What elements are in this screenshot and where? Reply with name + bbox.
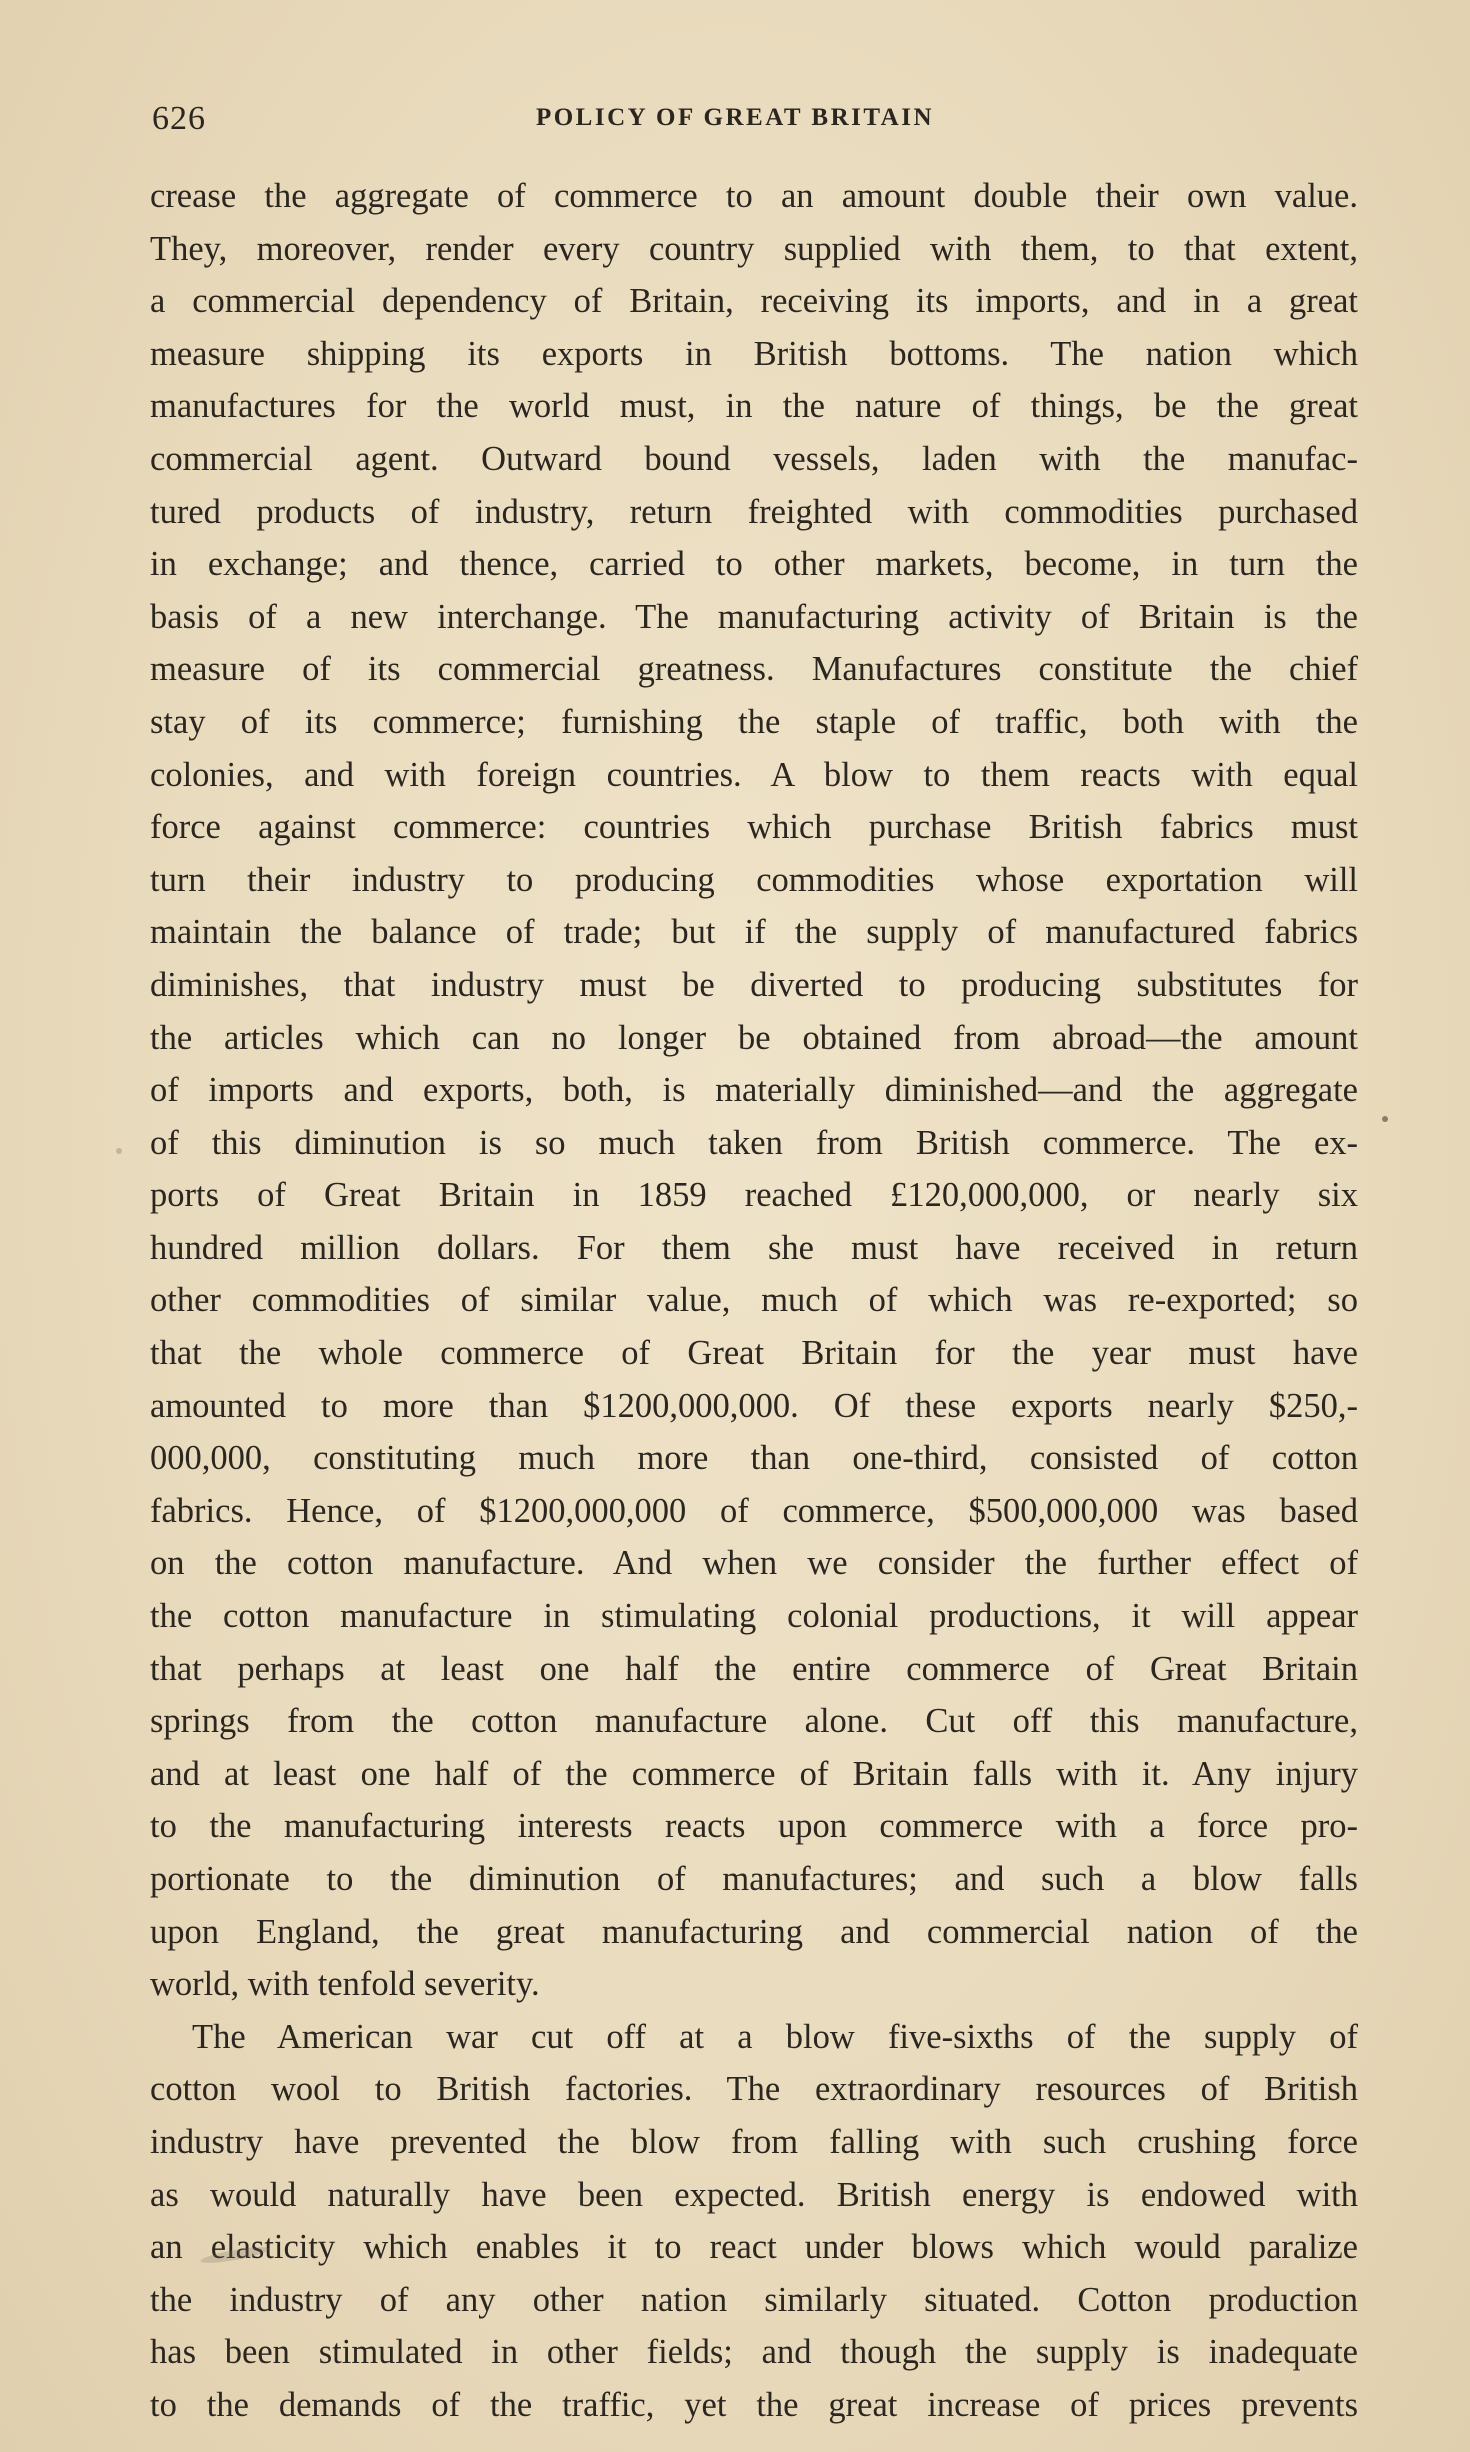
text-line: upon England, the great manufacturing and commercial nation of the bbox=[150, 1912, 1358, 1951]
text-line: a commercial dependency of Britain, receiving its imports, and in a great bbox=[150, 282, 1358, 321]
text-line: turn their industry to producing commodities whose exportation will bbox=[150, 860, 1358, 899]
text-line: of imports and exports, both, is materially diminished—and the aggregate bbox=[150, 1071, 1358, 1110]
text-line: fabrics. Hence, of $1200,000,000 of commerce, $500,000,000 was based bbox=[150, 1491, 1358, 1530]
text-line: manufactures for the world must, in the nature of things, be the great bbox=[150, 387, 1358, 426]
ink-speck bbox=[116, 1148, 122, 1154]
text-line: the industry of any other nation similarly situated. Cotton production bbox=[150, 2280, 1358, 2319]
text-line: ports of Great Britain in 1859 reached £120,000,000, or nearly six bbox=[150, 1176, 1358, 1215]
text-line: world, with tenfold severity. bbox=[150, 1965, 540, 2004]
paragraph-2 bbox=[150, 2011, 1358, 2432]
running-title: POLICY OF GREAT BRITAIN bbox=[535, 104, 935, 131]
text-line: on the cotton manufacture. And when we consider the further effect of bbox=[150, 1544, 1358, 1583]
text-line: 000,000, constituting much more than one-third, consisted of cotton bbox=[150, 1439, 1358, 1478]
text-line: maintain the balance of trade; but if the supply of manufactured fabrics bbox=[150, 913, 1358, 952]
text-line: cotton wool to British factories. The extraordinary resources of British bbox=[150, 2070, 1358, 2109]
text-line: other commodities of similar value, much of which was re-exported; so bbox=[150, 1281, 1358, 1320]
ink-speck bbox=[1382, 1116, 1388, 1122]
text-line: colonies, and with foreign countries. A blow to them reacts with equal bbox=[150, 755, 1358, 794]
text-line: measure of its commercial greatness. Manufactures constitute the chief bbox=[150, 650, 1358, 689]
text-line: as would naturally have been expected. British energy is endowed with bbox=[150, 2175, 1358, 2214]
text-line: amounted to more than $1200,000,000. Of these exports nearly $250,- bbox=[150, 1386, 1358, 1425]
text-line: to the demands of the traffic, yet the great increase of prices prevents bbox=[150, 2385, 1358, 2424]
page-number: 626 bbox=[152, 100, 206, 137]
text-line: tured products of industry, return freighted with commodities purchased bbox=[150, 492, 1358, 531]
text-line: industry have prevented the blow from falling with such crushing force bbox=[150, 2122, 1358, 2161]
text-line: and at least one half of the commerce of Britain falls with it. Any injury bbox=[150, 1754, 1358, 1793]
text-line: to the manufacturing interests reacts upon commerce with a force pro- bbox=[150, 1807, 1358, 1846]
text-line: force against commerce: countries which purchase British fabrics must bbox=[150, 808, 1358, 847]
text-line: diminishes, that industry must be diverted to producing substitutes for bbox=[150, 965, 1358, 1004]
text-line: hundred million dollars. For them she must have received in return bbox=[150, 1228, 1358, 1267]
text-line: commercial agent. Outward bound vessels, laden with the manufac- bbox=[150, 439, 1358, 478]
text-line: springs from the cotton manufacture alone. Cut off this manufacture, bbox=[150, 1702, 1358, 1741]
text-line: that the whole commerce of Great Britain for the year must have bbox=[150, 1334, 1358, 1373]
text-line: has been stimulated in other fields; and though the supply is inadequate bbox=[150, 2333, 1358, 2372]
paragraph-1 bbox=[150, 170, 1358, 2011]
text-line: in exchange; and thence, carried to other markets, become, in turn the bbox=[150, 545, 1358, 584]
text-line: portionate to the diminution of manufactures; and such a blow falls bbox=[150, 1860, 1358, 1898]
text-line: The American war cut off at a blow five-sixths of the supply of bbox=[192, 2017, 1358, 2056]
text-line: that perhaps at least one half the entire commerce of Great Britain bbox=[150, 1649, 1358, 1688]
text-line: the articles which can no longer be obtained from abroad—the amount bbox=[150, 1018, 1358, 1057]
text-line: measure shipping its exports in British bottoms. The nation which bbox=[150, 334, 1358, 373]
text-line: an elasticity which enables it to react under blows which would paralize bbox=[150, 2228, 1358, 2267]
text-line: the cotton manufacture in stimulating colonial productions, it will appear bbox=[150, 1597, 1358, 1636]
body-text bbox=[150, 170, 1358, 2432]
text-line: stay of its commerce; furnishing the staple of traffic, both with the bbox=[150, 702, 1358, 741]
text-line: basis of a new interchange. The manufacturing activity of Britain is the bbox=[150, 597, 1358, 636]
text-line: crease the aggregate of commerce to an amount double their own value. bbox=[150, 177, 1358, 215]
text-line: of this diminution is so much taken from British commerce. The ex- bbox=[150, 1123, 1358, 1162]
text-line: They, moreover, render every country supplied with them, to that extent, bbox=[150, 229, 1358, 268]
